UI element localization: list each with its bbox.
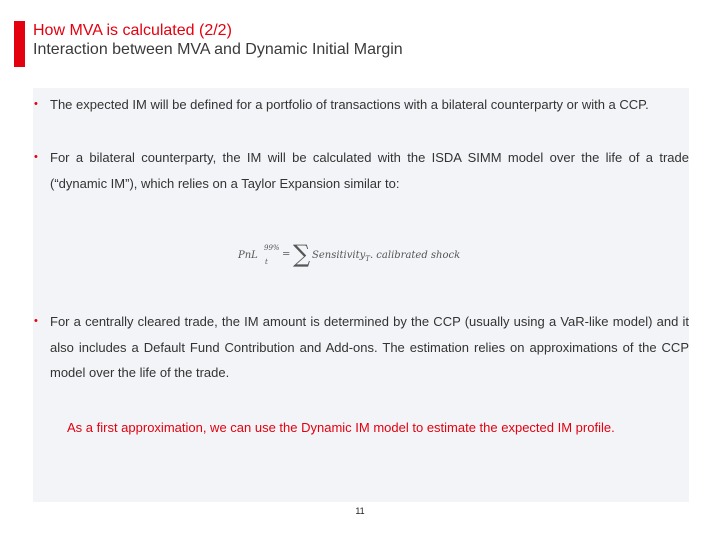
bullet-marker: •	[34, 315, 38, 327]
bullet-marker: •	[34, 98, 38, 110]
bullet-text: For a bilateral counterparty, the IM will be calculated with the ISDA SIMM model over the life of a trade (“dynamic IM”), which relies on a Taylor Expansion similar to:	[50, 150, 689, 191]
bullet-item-cleared-trade	[33, 309, 689, 387]
page-subtitle: Interaction between MVA and Dynamic Initial Margin	[33, 41, 403, 58]
bullet-item-bilateral	[33, 145, 689, 197]
bullet-marker: •	[34, 151, 38, 163]
formula-subscript: t	[265, 258, 268, 266]
formula-rhs-rest: . calibrated shock	[369, 250, 461, 261]
content-panel	[33, 88, 689, 516]
formula-superscript: 99%	[264, 244, 280, 252]
page-number: 11	[355, 506, 365, 516]
formula-lhs: PnL	[238, 250, 258, 261]
taylor-expansion-formula	[238, 241, 478, 271]
formula-equals: =	[282, 249, 291, 260]
sum-symbol: ∑	[293, 240, 311, 268]
formula-rhs-subscript: T	[365, 255, 370, 263]
bullet-text: For a centrally cleared trade, the IM amount is determined by the CCP (usually using a VaR-like model) and it also includes a Default Fund Contribution and Add-ons. The estimation relies on approximations of the CCP model over the life of the trade.	[50, 314, 689, 380]
highlight-statement: As a first approximation, we can use the Dynamic IM model to estimate the expected IM profile.	[67, 420, 615, 435]
formula-rhs	[312, 250, 460, 263]
accent-bar	[14, 21, 25, 67]
bullet-text: The expected IM will be defined for a portfolio of transactions with a bilateral counterparty or with a CCP.	[50, 97, 649, 112]
formula-sensitivity: Sensitivity	[312, 250, 366, 261]
page-title: How MVA is calculated (2/2)	[33, 22, 232, 39]
bullet-item-expected-im	[33, 92, 689, 144]
